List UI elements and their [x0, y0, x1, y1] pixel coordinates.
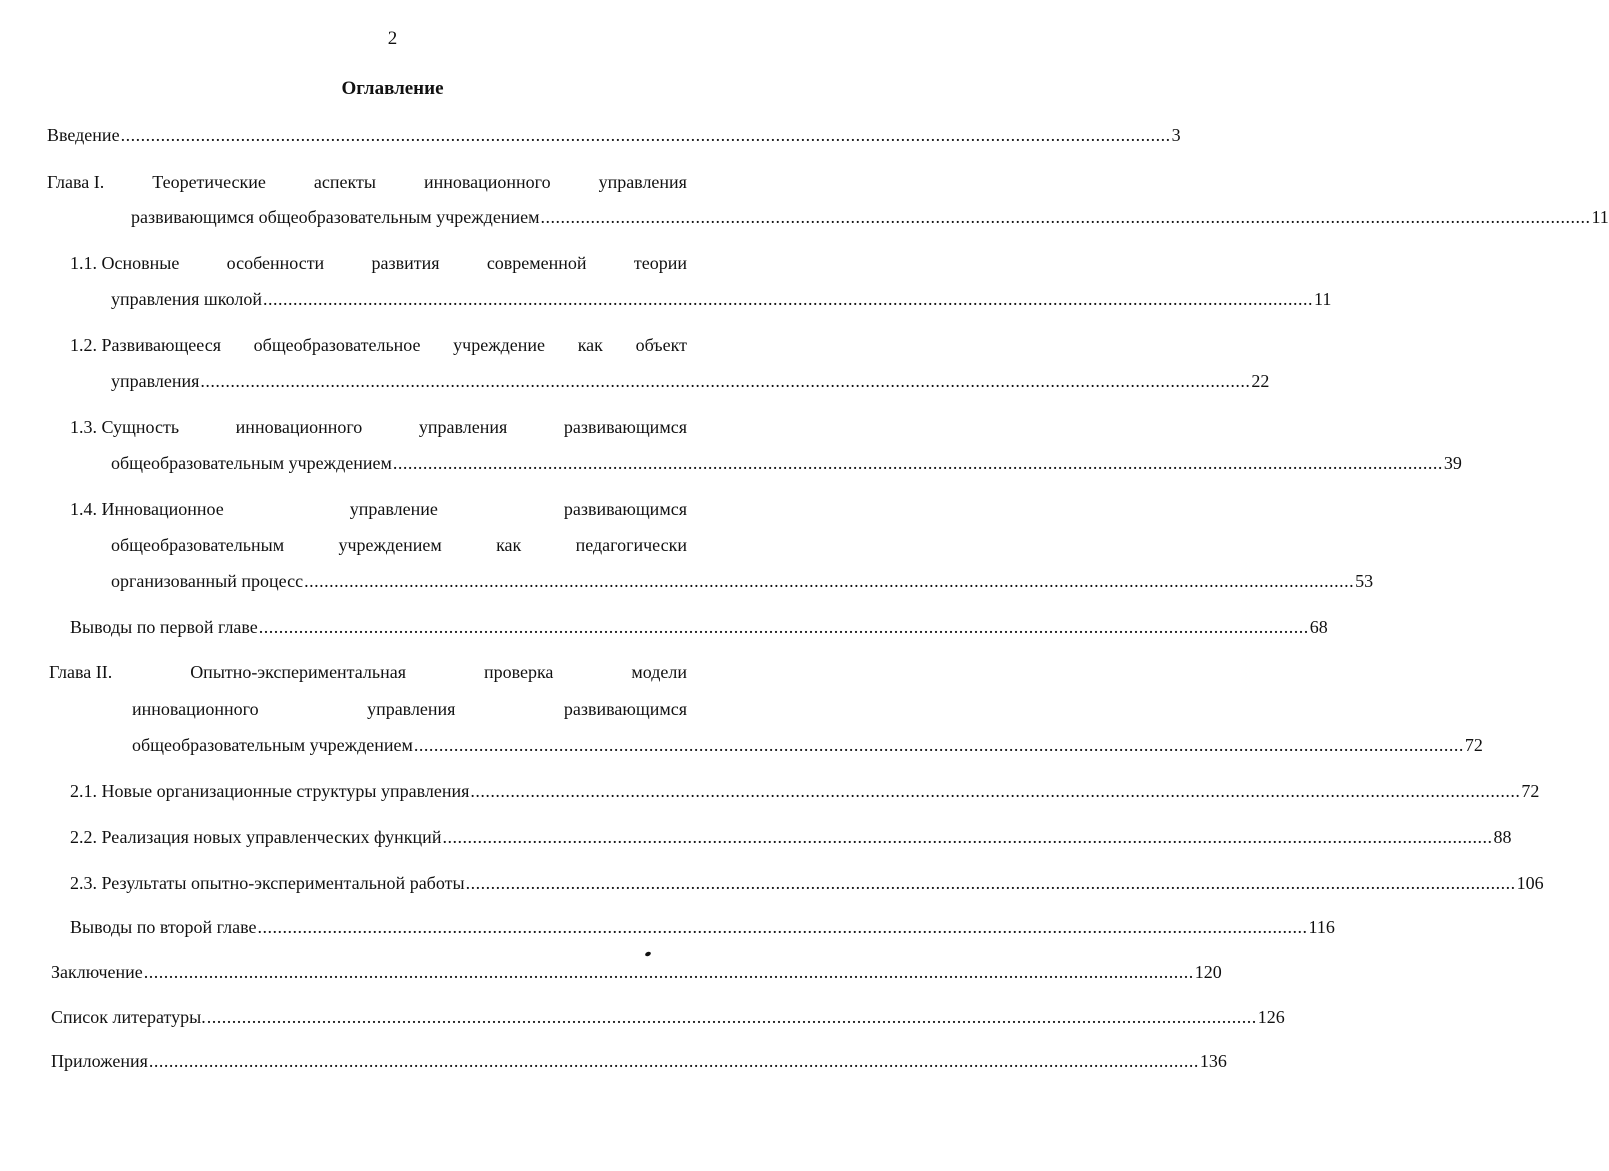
toc-word: 1.1. Основные	[70, 253, 180, 273]
toc-word: инновационного	[132, 699, 259, 719]
toc-entry-text: организованный процесс	[111, 571, 304, 591]
toc-entry-section-2-1[interactable]	[70, 779, 1540, 803]
toc-entry-text: управления	[111, 371, 200, 391]
toc-leader: ..................................................................................................................................................................................................................	[465, 873, 1516, 893]
toc-word: инновационного	[423, 172, 551, 192]
toc-leader: ..................................................................................................................................................................................................................	[262, 289, 1313, 309]
toc-entry-text: Приложения	[51, 1051, 148, 1071]
toc-entry-text: управления школой	[111, 289, 262, 309]
toc-entry-chapter-2-line2[interactable]	[132, 697, 687, 721]
toc-entry-section-1-1[interactable]	[70, 251, 687, 275]
toc-word: современной	[486, 253, 587, 273]
toc-leader: ..................................................................................................................................................................................................................	[258, 617, 1309, 637]
toc-word: как	[496, 535, 522, 555]
toc-leader: ..................................................................................................................................................................................................................	[257, 917, 1308, 937]
toc-leader: ..................................................................................................................................................................................................................	[148, 1051, 1199, 1071]
toc-entry-text: Заключение	[51, 962, 143, 982]
toc-entry-section-1-2[interactable]	[70, 333, 687, 357]
toc-word: теории	[633, 253, 687, 273]
toc-leader: ..................................................................................................................................................................................................................	[392, 453, 1443, 473]
toc-entry-conclusions-1[interactable]	[70, 615, 1328, 639]
toc-entry-section-1-3-cont[interactable]	[111, 451, 1462, 475]
toc-entry-section-1-2-cont[interactable]	[111, 369, 1270, 393]
toc-word: особенности	[226, 253, 325, 273]
toc-page-number: 106	[1516, 873, 1544, 893]
toc-entry-section-1-3[interactable]	[70, 415, 687, 439]
toc-entry-references[interactable]	[51, 1005, 1285, 1029]
toc-word: инновационного	[235, 417, 363, 437]
toc-entry-chapter-1[interactable]	[47, 170, 687, 194]
toc-word: развивающимся	[563, 699, 687, 719]
toc-word: общеобразовательное	[253, 335, 421, 355]
toc-page-number: 22	[1251, 371, 1270, 391]
page-number: 2	[387, 28, 398, 49]
toc-page-number: 11	[1313, 289, 1332, 309]
toc-entry-text: общеобразовательным учреждением	[132, 735, 413, 755]
toc-word: как	[577, 335, 603, 355]
toc-entry-conclusions-2[interactable]	[70, 915, 1335, 939]
toc-word: учреждением	[338, 535, 442, 555]
toc-word: развития	[371, 253, 440, 273]
toc-leader: ..................................................................................................................................................................................................................	[143, 962, 1194, 982]
toc-word: аспекты	[313, 172, 376, 192]
scan-speck	[644, 951, 651, 957]
toc-page-number: 72	[1521, 781, 1540, 801]
toc-word: педагогически	[575, 535, 687, 555]
toc-leader: ..................................................................................................................................................................................................................	[206, 1007, 1257, 1027]
toc-entry-text: общеобразовательным учреждением	[111, 453, 392, 473]
toc-word: развивающимся	[563, 417, 687, 437]
toc-entry-text: 2.3. Результаты опытно-экспериментальной работы	[70, 873, 465, 893]
toc-page-number: 39	[1443, 453, 1462, 473]
toc-entry-text: 2.1. Новые организационные структуры управления	[70, 781, 470, 801]
toc-word: Глава I.	[47, 172, 105, 192]
toc-entry-section-1-4[interactable]	[70, 497, 687, 521]
toc-page-number: 3	[1171, 125, 1181, 145]
toc-page-number: 120	[1194, 962, 1222, 982]
toc-entry-section-1-4-line2[interactable]	[111, 533, 687, 557]
toc-word: Глава II.	[49, 662, 113, 682]
toc-word: модели	[631, 662, 687, 682]
toc-page-number: 126	[1257, 1007, 1285, 1027]
toc-word: проверка	[483, 662, 554, 682]
toc-word: управления	[598, 172, 687, 192]
toc-word: управление	[349, 499, 438, 519]
toc-word: Опытно-экспериментальная	[190, 662, 407, 682]
toc-entry-chapter-2[interactable]	[49, 660, 687, 684]
toc-entry-text: 2.2. Реализация новых управленческих функций	[70, 827, 442, 847]
toc-page-number: 72	[1464, 735, 1483, 755]
toc-word: управления	[418, 417, 508, 437]
toc-entry-conclusion[interactable]	[51, 960, 1222, 984]
toc-leader: ..................................................................................................................................................................................................................	[120, 125, 1171, 145]
toc-entry-section-2-2[interactable]	[70, 825, 1512, 849]
toc-leader: ..................................................................................................................................................................................................................	[540, 207, 1591, 227]
toc-page-number: 136	[1199, 1051, 1227, 1071]
toc-entry-section-1-4-cont[interactable]	[111, 569, 1374, 593]
toc-entry-chapter-2-cont[interactable]	[132, 733, 1483, 757]
toc-entry-intro[interactable]	[47, 123, 1181, 147]
toc-entry-text: Введение	[47, 125, 120, 145]
toc-word: Теоретические	[152, 172, 266, 192]
toc-word: объект	[635, 335, 687, 355]
toc-leader: ..................................................................................................................................................................................................................	[470, 781, 1521, 801]
toc-word: 1.2. Развивающееся	[70, 335, 221, 355]
toc-entry-text: Выводы по второй главе	[70, 917, 257, 937]
toc-entry-section-1-1-cont[interactable]	[111, 287, 1332, 311]
toc-leader: ..................................................................................................................................................................................................................	[304, 571, 1355, 591]
toc-leader: ..................................................................................................................................................................................................................	[200, 371, 1251, 391]
toc-leader: ..................................................................................................................................................................................................................	[413, 735, 1464, 755]
toc-page-number: 88	[1493, 827, 1512, 847]
toc-word: управления	[367, 699, 456, 719]
toc-entry-chapter-1-cont[interactable]	[131, 205, 1609, 229]
page-title: Оглавление	[341, 78, 444, 99]
toc-entry-text: развивающимся общеобразовательным учреждением	[131, 207, 540, 227]
toc-word: 1.3. Сущность	[70, 417, 180, 437]
toc-entry-text: Выводы по первой главе	[70, 617, 258, 637]
toc-word: развивающимся	[563, 499, 687, 519]
toc-page-number: 11	[1591, 207, 1609, 227]
toc-word: 1.4. Инновационное	[70, 499, 224, 519]
toc-page-number: 68	[1309, 617, 1328, 637]
toc-page-number: 53	[1355, 571, 1374, 591]
toc-entry-text: Список литературы.	[51, 1007, 206, 1027]
toc-entry-appendix[interactable]	[51, 1049, 1227, 1073]
toc-entry-section-2-3[interactable]	[70, 871, 1544, 895]
toc-word: общеобразовательным	[111, 535, 285, 555]
toc-page-number: 116	[1308, 917, 1335, 937]
toc-word: учреждение	[453, 335, 546, 355]
toc-leader: ..................................................................................................................................................................................................................	[442, 827, 1493, 847]
